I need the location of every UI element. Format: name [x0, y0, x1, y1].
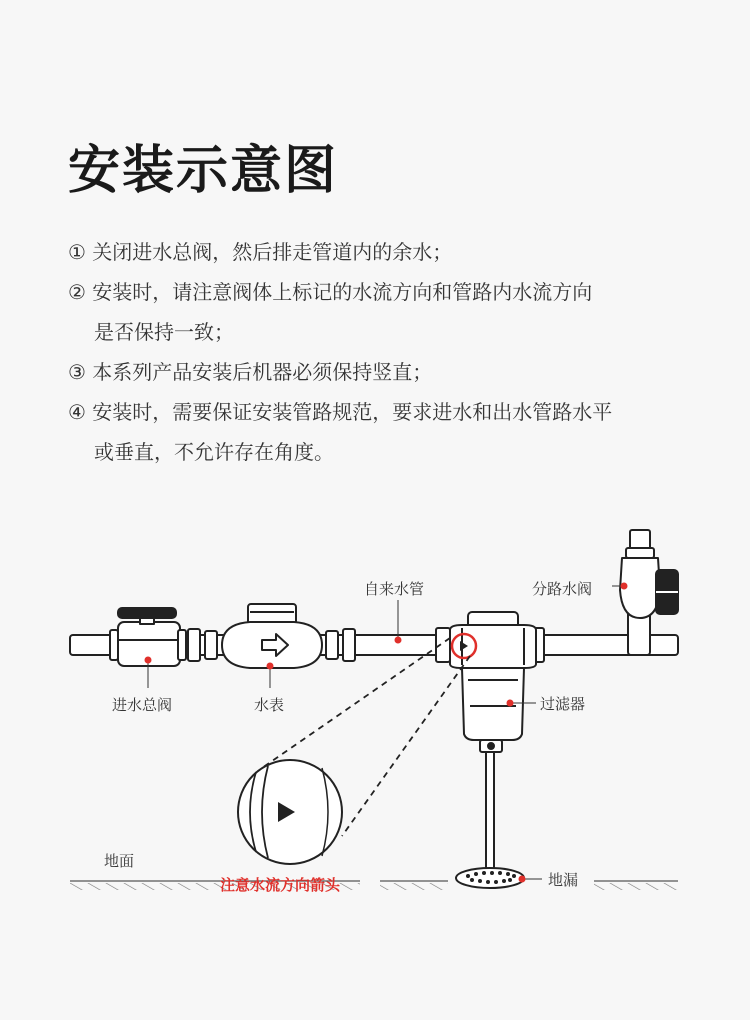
step-text-continued: 或垂直，不允许存在角度。 — [94, 440, 334, 464]
filter-fitting-left — [436, 628, 450, 662]
main-valve-marker-dot — [145, 657, 152, 664]
pipe-marker-dot — [395, 637, 402, 644]
step-number: ② — [68, 280, 86, 304]
step-text: 关闭进水总阀，然后排走管道内的余水； — [92, 240, 453, 264]
ground-mid — [380, 881, 448, 890]
drain-marker-dot — [519, 876, 526, 883]
step-text: 安装时，需要保证安装管路规范，要求进水和出水管路水平 — [92, 400, 613, 424]
step-number: ③ — [68, 360, 86, 384]
branch-valve — [620, 530, 678, 618]
label-arrow-note: 注意水流方向箭头 — [220, 876, 341, 894]
label-meter: 水表 — [254, 696, 285, 714]
coupling-left — [188, 629, 200, 661]
step-number: ① — [68, 240, 86, 264]
ground-right — [594, 881, 678, 890]
floor-drain — [456, 868, 524, 888]
label-ground: 地面 — [104, 852, 135, 870]
step-number: ④ — [68, 400, 86, 424]
zoom-line-right — [342, 656, 470, 836]
label-branch-valve: 分路水阀 — [532, 580, 593, 598]
outlet-pipe — [530, 635, 678, 655]
filter-marker-dot — [507, 700, 514, 707]
coupling-right-2 — [343, 629, 355, 661]
coupling-right — [326, 631, 338, 659]
step-text-continued: 是否保持一致； — [94, 320, 234, 344]
meter-marker-dot — [267, 663, 274, 670]
zoom-callout — [238, 760, 342, 864]
step-1 — [68, 232, 708, 272]
installation-diagram — [0, 500, 750, 920]
step-4 — [68, 392, 708, 472]
water-meter — [222, 604, 322, 668]
label-drain: 地漏 — [548, 871, 579, 889]
step-text: 安装时，请注意阀体上标记的水流方向和管路内水流方向 — [92, 280, 593, 304]
coupling-left-2 — [205, 631, 217, 659]
drain-pipe — [486, 752, 494, 870]
branch-valve-marker-dot — [621, 583, 628, 590]
page-title: 安装示意图 — [68, 141, 339, 201]
step-2 — [68, 272, 708, 352]
label-filter: 过滤器 — [540, 695, 586, 713]
instruction-list — [68, 232, 708, 472]
label-main-valve: 进水总阀 — [112, 696, 173, 714]
step-3 — [68, 352, 708, 392]
step-text: 本系列产品安装后机器必须保持竖直； — [92, 360, 433, 384]
label-pipe: 自来水管 — [364, 580, 425, 598]
